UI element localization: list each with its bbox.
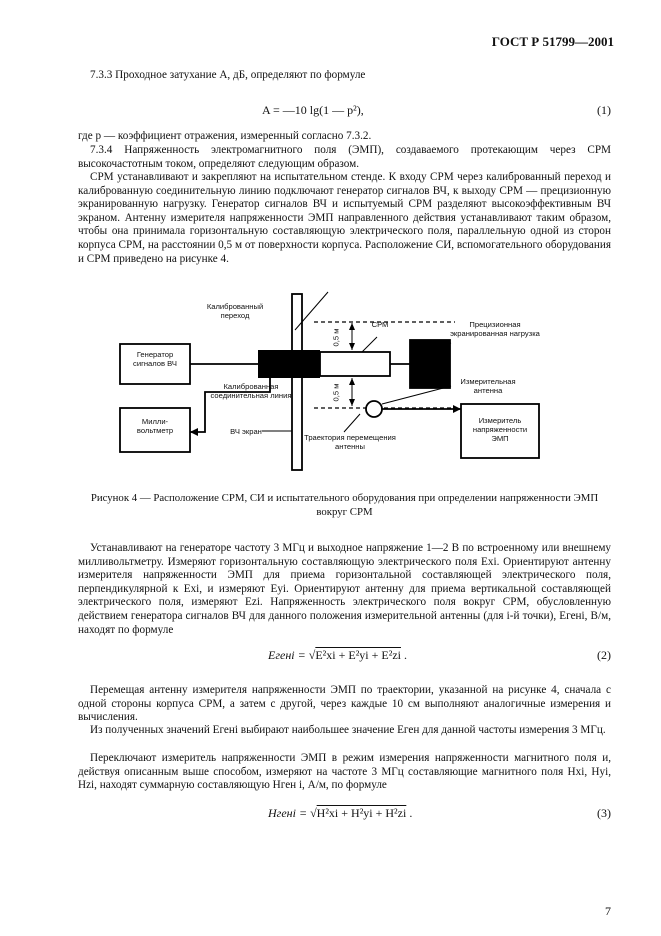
formula-3: Hгенi = √H²xi + H²yi + H²zi . <box>268 806 413 820</box>
calibrated-adapter <box>258 350 320 378</box>
formula-3-rhs: H²xi + H²yi + H²zi <box>316 806 407 820</box>
page-number: 7 <box>605 904 611 918</box>
label-srm: СРМ <box>371 320 389 329</box>
label-load: Прецизионная экранированная нагрузка <box>450 320 540 338</box>
label-field-meter: Измеритель напряженности ЭМП <box>472 416 528 443</box>
figure-4-caption: Рисунок 4 — Расположение СРМ, СИ и испытательного оборудования при определении напряженности ЭМП вокруг СРМ <box>90 492 599 518</box>
paragraph-move-antenna: Перемещая антенну измерителя напряженности ЭМП по траектории, указанной на рисунке 4, сначала с одной стороны корпуса СРМ, а затем с другой, через каждые 10 см выполняют аналогичные измерения и вычисления. <box>78 684 611 724</box>
formula-1-where: где р — коэффициент отражения, измеренный согласно 7.3.2. <box>78 130 372 142</box>
paragraph-select-max: Из полученных значений Eгенi выбирают наибольшее значение Eген для данной частоты измерения 3 МГц. <box>90 724 606 736</box>
label-calibrated-line: Калиброванная соединительная линия <box>210 382 292 400</box>
formula-2: Eгенi = √E²xi + E²yi + E²zi . <box>268 648 407 662</box>
label-generator: Генератор сигналов ВЧ <box>133 350 177 368</box>
label-dist-top: 0,5 м <box>331 328 341 347</box>
label-calibrated-adapter: Калиброванный переход <box>206 302 264 320</box>
formula-2-lhs: Eгенi = <box>268 648 309 662</box>
label-trajectory: Траектория перемещения антенны <box>304 433 396 451</box>
rf-screen <box>292 294 302 470</box>
measuring-antenna <box>366 401 382 417</box>
formula-3-number: (3) <box>597 806 611 820</box>
srm-body <box>320 352 390 376</box>
label-dist-bottom: 0,5 м <box>331 383 341 402</box>
section-7-3-3: 7.3.3 Проходное затухание А, дБ, определяют по формуле <box>90 69 366 81</box>
radical-sign: √ <box>310 806 317 820</box>
formula-2-number: (2) <box>597 648 611 662</box>
procedure-paragraph: СРМ устанавливают и закрепляют на испытательном стенде. К входу СРМ через калиброванный переход и калиброванную соединительную линию подключают генератор сигналов ВЧ, к выходу СРМ — прецизионную экранированную нагрузку. Генератор сигналов ВЧ и испытуемый СРМ разделяют высокоэффективным ВЧ экраном. Антенну измерителя напряженности ЭМП направленного действия устанавливают таким образом, чтобы она принимала горизонтальную составляющую электрического поля, параллельную одной из сторон корпуса СРМ, на расстоянии 0,5 м от поверхности корпуса. Расположение СИ, вспомогательного оборудования и СРМ приведено на рисунке 4. <box>78 171 611 265</box>
paragraph-set-frequency: Устанавливают на генераторе частоту 3 МГц и выходное напряжение 1—2 В по встроенному или внешнему милливольтметру. Измеряют горизонтальную составляющую электрического поля Exi. Ориентируют антенну измерителя напряженности ЭМП для приема горизонтальной составляющей электрического поля, перпендикулярной к Exi, и измеряют Eyi. Ориентируют антенну для приема вертикальной составляющей электрического поля, измеряют Ezi. Напряженность электрического поля вокруг СРМ, обусловленную действием генератора сигналов ВЧ для данного положения измерительной антенны (для i-й точки), Eгенi, В/м, находят по формуле <box>78 542 611 636</box>
formula-1: A = —10 lg(1 — p²), <box>262 103 364 117</box>
label-measuring-antenna: Измерительная антенна <box>460 377 516 395</box>
page-header: ГОСТ Р 51799—2001 <box>491 34 614 49</box>
load-box <box>410 340 450 388</box>
label-rf-screen: ВЧ экран <box>230 427 262 436</box>
label-millivoltmeter: Милли-вольтметр <box>136 417 174 435</box>
section-7-3-4: 7.3.4 Напряженность электромагнитного поля (ЭМП), создаваемого протекающим через СРМ высокочастотным током, определяют следующим образом. <box>78 144 611 170</box>
formula-2-rhs: E²xi + E²yi + E²zi <box>315 648 401 662</box>
formula-1-number: (1) <box>597 103 611 117</box>
radical-sign: √ <box>308 648 316 662</box>
paragraph-magnetic: Переключают измеритель напряженности ЭМП в режим измерения напряженности магнитного поля и, действуя описанным выше способом, измеряют на частоте 3 МГц составляющие магнитного поля Hxi, Hyi, Hzi, находят суммарную составляющую Hген i, А/м, по формуле <box>78 752 611 792</box>
formula-3-lhs: Hгенi = <box>268 806 311 820</box>
